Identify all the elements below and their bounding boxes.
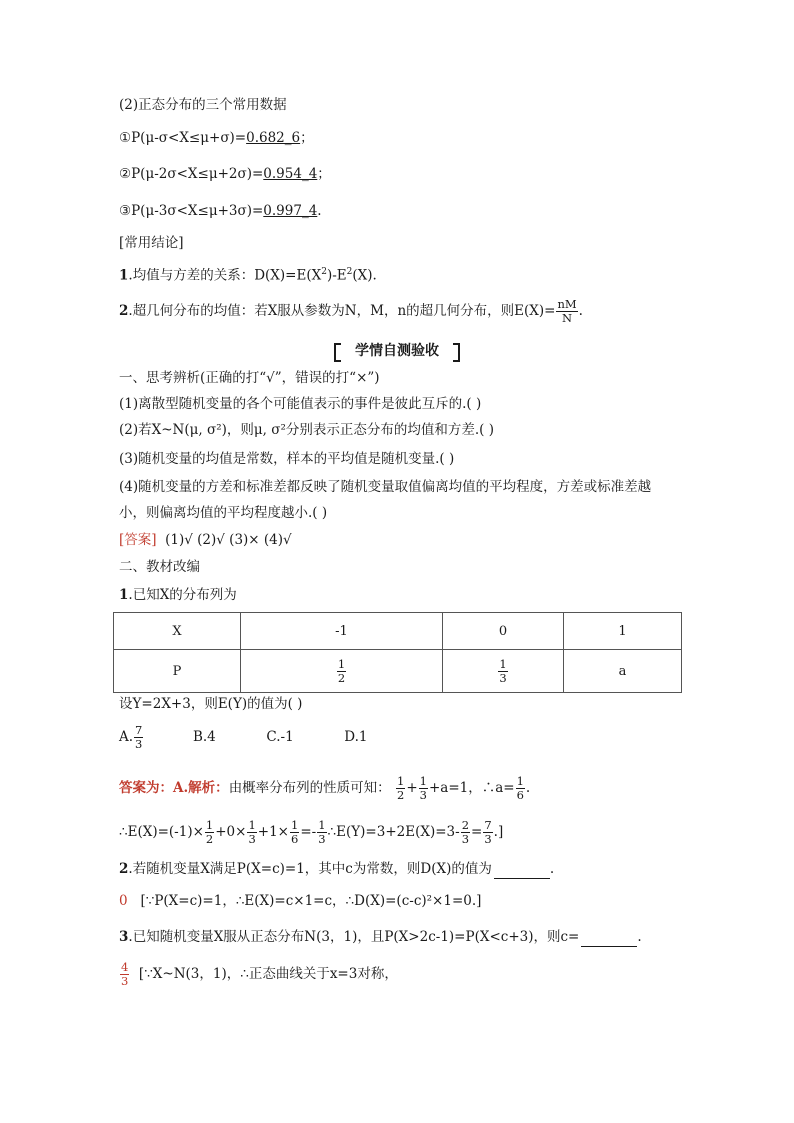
prob-1-suffix: ； <box>300 130 314 146</box>
conclusion-2-number: 2 <box>119 303 129 319</box>
fraction-numerator: 1 <box>205 818 214 832</box>
fraction-denominator: 3 <box>461 832 470 846</box>
conclusion-1-text: .均值与方差的关系：D(X)=E(X <box>128 267 322 284</box>
conclusion-2-text: .超几何分布的均值：若X服从参数为N，M，n的超几何分布，则E(X)= <box>128 303 556 319</box>
exercise-1-calculation <box>119 819 503 846</box>
prob-3-suffix: . <box>317 203 322 219</box>
table-cell: -1 <box>241 613 443 650</box>
conclusion-1 <box>119 262 377 286</box>
exercise-2-number: 2 <box>119 861 129 877</box>
fraction-numerator: 1 <box>291 818 299 832</box>
conclusion-1-number: 1 <box>119 267 129 284</box>
prob-2-suffix: ； <box>317 166 331 182</box>
exercise-3-number: 3 <box>119 929 129 945</box>
table-cell: 1 <box>564 613 682 650</box>
option-a <box>119 723 144 751</box>
fraction-denominator: 3 <box>248 832 256 846</box>
calc-text: ∴E(X)=(-1)× <box>119 824 204 840</box>
exercise-3-text: .已知随机变量X服从正态分布N(3，1)，且P(X>2c-1)=P(X<c+3)，则c= <box>128 929 580 945</box>
fraction-denominator: 3 <box>135 737 143 751</box>
calc-text: ∴E(Y)=3+2E(X)=3- <box>327 824 460 840</box>
fraction-numerator: nM <box>557 297 577 311</box>
prob-line-1 <box>119 128 314 148</box>
fraction-numerator: 1 <box>337 656 346 671</box>
exercise-1 <box>119 585 237 605</box>
prob-line-3 <box>119 201 322 221</box>
question-4-line-1: (4)随机变量的方差和标准差都反映了随机变量取值偏离均值的平均程度，方差或标准差越 <box>119 479 652 495</box>
section-title: (2)正态分布的三个常用数据 <box>119 97 287 113</box>
exercise-3-answer-text: [∵X~N(3，1)，∴正态曲线关于x=3对称， <box>138 966 398 982</box>
conclusion-1-text2: )-E <box>326 267 347 284</box>
fraction-numerator: 1 <box>318 818 326 832</box>
plus-sign: + <box>406 780 418 796</box>
fraction-numerator: 1 <box>499 656 507 671</box>
period: . <box>525 780 531 796</box>
prob-1-value: 0.682_6 <box>246 130 301 146</box>
option-a-label: A. <box>119 729 134 745</box>
prob-2-value: 0.954_4 <box>263 166 318 182</box>
fraction-numerator: 7 <box>484 818 492 832</box>
fraction-denominator: 2 <box>205 832 214 846</box>
section-banner <box>334 341 460 361</box>
solution-label: 答案为：A.解析： <box>119 780 229 796</box>
table-cell: P <box>114 650 241 693</box>
prob-line-2 <box>119 164 331 184</box>
exercise-2-answer <box>119 891 481 911</box>
conclusions-heading: [常用结论] <box>119 235 184 251</box>
question-1: (1)离散型随机变量的各个可能值表示的事件是彼此互斥的.( ) <box>119 396 482 412</box>
fraction-denominator: N <box>562 311 573 325</box>
table-cell: a <box>564 650 682 693</box>
conclusion-1-sup: 2 <box>321 267 327 277</box>
calc-text: +0× <box>215 824 247 840</box>
table-cell: X <box>114 613 241 650</box>
question-4-line-2: 小，则偏离均值的平均程度越小.( ) <box>119 505 328 521</box>
answer-text: (1)√ (2)√ (3)× (4)√ <box>165 532 292 548</box>
calc-text: = <box>471 824 483 840</box>
option-b: B.4 <box>192 729 216 745</box>
answer-label: [答案] <box>119 532 157 548</box>
fraction-denominator: 2 <box>337 670 346 685</box>
fraction-numerator: 4 <box>121 960 129 974</box>
answer-line <box>119 530 292 550</box>
fraction-numerator: 1 <box>396 774 405 788</box>
left-bracket-icon <box>334 343 341 362</box>
conclusion-1-text3: (X). <box>352 267 377 284</box>
solution-text: 由概率分布列的性质可知： <box>228 780 391 796</box>
exercise-1-number: 1 <box>119 587 129 603</box>
fraction-denominator: 6 <box>291 832 299 846</box>
fraction-denominator: 3 <box>499 670 507 685</box>
prob-2-prefix: ②P(μ-2σ<X≤μ+2σ)= <box>119 166 264 182</box>
fraction-denominator: 6 <box>516 788 524 802</box>
fraction-denominator: 3 <box>318 832 326 846</box>
table-cell: 0 <box>443 613 564 650</box>
conclusion-2 <box>119 298 583 325</box>
right-bracket-icon <box>453 343 460 362</box>
table-cell <box>241 650 443 693</box>
exercise-1-text: .已知X的分布列为 <box>128 587 237 603</box>
exercise-3-answer <box>119 961 398 988</box>
answer-blank <box>581 932 637 947</box>
question-3: (3)随机变量的均值是常数，样本的平均值是随机变量.( ) <box>119 451 455 467</box>
calc-text: .] <box>493 824 504 840</box>
question-2: (2)若X~N(μ, σ²)，则μ, σ²分别表示正态分布的均值和方差.( ) <box>119 422 494 438</box>
prob-3-value: 0.997_4 <box>263 203 318 219</box>
distribution-table <box>113 612 682 693</box>
fraction-denominator: 3 <box>121 974 129 988</box>
calc-text: +1× <box>257 824 289 840</box>
fraction-numerator: 1 <box>419 774 427 788</box>
part-2-heading: 二、教材改编 <box>119 559 200 575</box>
option-d: D.1 <box>344 729 368 745</box>
fraction-numerator: 1 <box>248 818 256 832</box>
prob-1-prefix: ①P(μ-σ<X≤μ+σ)= <box>119 130 247 146</box>
exercise-3-answer-fraction <box>120 961 129 988</box>
table-row <box>114 613 682 650</box>
banner-title: 学情自测验收 <box>355 343 439 359</box>
exercise-3: 3.已知随机变量X服从正态分布N(3，1)，且P(X>2c-1)=P(X<c+3)，则c= . <box>119 929 642 945</box>
prob-3-prefix: ③P(μ-3σ<X≤μ+3σ)= <box>119 203 264 219</box>
fraction-denominator: 3 <box>419 788 427 802</box>
fraction-denominator: 3 <box>484 832 492 846</box>
conclusion-1-sup2: 2 <box>346 267 353 277</box>
table-cell <box>443 650 564 693</box>
conclusion-2-tail: . <box>578 303 583 319</box>
fraction-denominator: 2 <box>396 788 405 802</box>
exercise-2-answer-value: 0 <box>119 893 128 909</box>
exercise-2: 2.若随机变量X满足P(X=c)=1，其中c为常数，则D(X)的值为 . <box>119 861 555 877</box>
fraction-numerator: 2 <box>461 818 470 832</box>
answer-blank <box>494 864 550 879</box>
exercise-2-text: .若随机变量X满足P(X=c)=1，其中c为常数，则D(X)的值为 <box>128 861 492 877</box>
fraction-numerator: 7 <box>135 723 143 737</box>
conclusion-2-fraction <box>556 298 577 325</box>
calc-text: =- <box>300 824 317 840</box>
exercise-1-question: 设Y=2X+3，则E(Y)的值为( ) <box>119 696 303 712</box>
table-row <box>114 650 682 693</box>
exercise-1-solution <box>119 775 530 802</box>
solution-text: +a=1，∴a= <box>428 780 515 796</box>
options-line <box>119 724 368 751</box>
fraction-numerator: 1 <box>516 774 524 788</box>
option-c: C.-1 <box>266 729 294 745</box>
part-1-heading: 一、思考辨析(正确的打“√”，错误的打“×”) <box>119 370 380 386</box>
exercise-2-answer-text: [∵P(X=c)=1，∴E(X)=c×1=c，∴D(X)=(c-c)²×1=0.] <box>140 893 482 909</box>
